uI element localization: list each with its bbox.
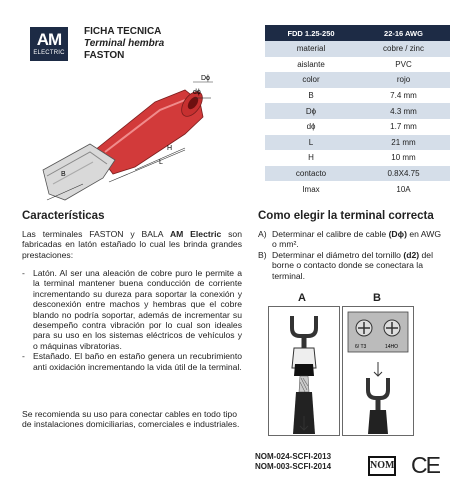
dim-label-L: L [159,159,163,166]
spec-value: cobre / zinc [357,41,450,57]
spec-key: aislante [265,57,357,73]
bullet-text: Estañado. El baño en estaño genera un recubrimiento anti oxidación incrementando la vida útil de la terminal. [33,351,242,372]
spec-key: B [265,88,357,104]
spec-header-awg: 22-16 AWG [357,25,450,41]
document-header [84,26,164,62]
bullet-dash: - [22,351,25,362]
step-a-pre: Determinar el calibre de cable [272,229,389,239]
step-a [258,229,448,250]
spec-value: 1.7 mm [357,119,450,135]
ce-mark-icon: CE [411,452,439,478]
elegir-steps [258,229,448,281]
terminal-drawing [35,72,220,202]
step-a-marker: A) [258,229,267,239]
spec-row [265,103,450,119]
caracteristicas-list [22,268,242,372]
caracteristicas-intro [22,229,242,260]
spec-key: L [265,135,357,151]
screw-label-1: 6/ T3 [355,344,367,350]
elegir-title: Como elegir la terminal correcta [258,210,434,222]
illustration-label-b: B [373,292,381,304]
logo-am-text: AM [36,30,62,49]
step-a-post: en AWG o mm². [272,229,442,250]
dim-label-d: dɸ [193,89,201,96]
spec-value: PVC [357,57,450,73]
spec-row [265,119,450,135]
spec-row [265,135,450,151]
spec-row [265,41,450,57]
spec-value: 4.3 mm [357,103,450,119]
intro-brand: AM Electric [169,229,222,239]
bullet-dash: - [22,268,25,278]
spec-key: color [265,72,357,88]
step-b-post: del borne o contacto donde se conectara la terminal. [272,249,433,281]
spec-key: H [265,150,357,166]
spec-row [265,181,450,197]
intro-text-a: Las terminales FASTON y BALA [22,229,170,239]
list-item [22,268,242,351]
intro-text-b: son fabricadas en latón estañado lo cual les brinda grandes prestaciones: [22,229,242,260]
spec-value: 21 mm [357,135,450,151]
step-b-bold: (d2) [403,249,420,260]
standard-nom-024: NOM-024-SCFI-2013 [255,452,332,461]
step-b-pre: Determinar el diámetro del tornillo [272,249,404,260]
caracteristicas-closing: Se recomienda su uso para conectar cables en todo tipo de instalaciones domiciliarias, comerciales e industriales. [22,409,240,430]
spec-row [265,88,450,104]
spec-key: contacto [265,166,357,182]
caracteristicas-title: Características [22,210,105,222]
standard-nom-003: NOM-003-SCFI-2014 [255,462,332,471]
spec-key: Imax [265,181,357,197]
spec-row [265,150,450,166]
spec-value: 10 mm [357,150,450,166]
screw-terminal-illustration [342,306,414,436]
dim-label-D: Dɸ [201,75,210,82]
spec-value: rojo [357,72,450,88]
spec-row [265,166,450,182]
screw-label-2: 14HO [385,344,399,350]
dim-label-B: B [61,171,66,178]
spec-row [265,57,450,73]
spec-header-model: FDD 1.25-250 [265,25,357,41]
header-line2: Terminal hembra [84,38,165,49]
step-b-marker: B) [258,249,267,260]
spec-table-header [265,25,450,41]
header-line3: FASTON [84,50,125,61]
spec-value: 10A [357,181,450,197]
nom-certification-icon: NOM [368,456,396,476]
spec-row [265,72,450,88]
spec-value: 7.4 mm [357,88,450,104]
spec-key: material [265,41,357,57]
step-b [258,250,448,281]
bullet-text: Latón. Al ser una aleación de cobre puro le permite a la terminal mantener buena conducción de corriente incrementando su dureza para soportar la conexión y desconexión entre machos y hembras que el cobre blando no podría soportar, además de incrementar su desempeño contra vibración por lo cual son ideales para su uso en los sistemas eléctricos de vehículos y o máquinas vibratorias. [33,268,242,351]
header-line1: FICHA TECNICA [84,26,162,37]
dim-label-H: H [167,145,173,152]
spec-table [265,25,450,197]
illustration-label-a: A [298,292,306,304]
spec-key: dɸ [265,119,357,135]
logo-electric-text: ELECTRIC [33,50,65,56]
spec-value: 0.8X4.75 [357,166,450,182]
cable-gauge-illustration [268,306,340,436]
spec-key: Dɸ [265,103,357,119]
step-a-bold: (Dɸ) [388,229,407,239]
brand-logo [30,27,68,61]
list-item [22,351,242,372]
